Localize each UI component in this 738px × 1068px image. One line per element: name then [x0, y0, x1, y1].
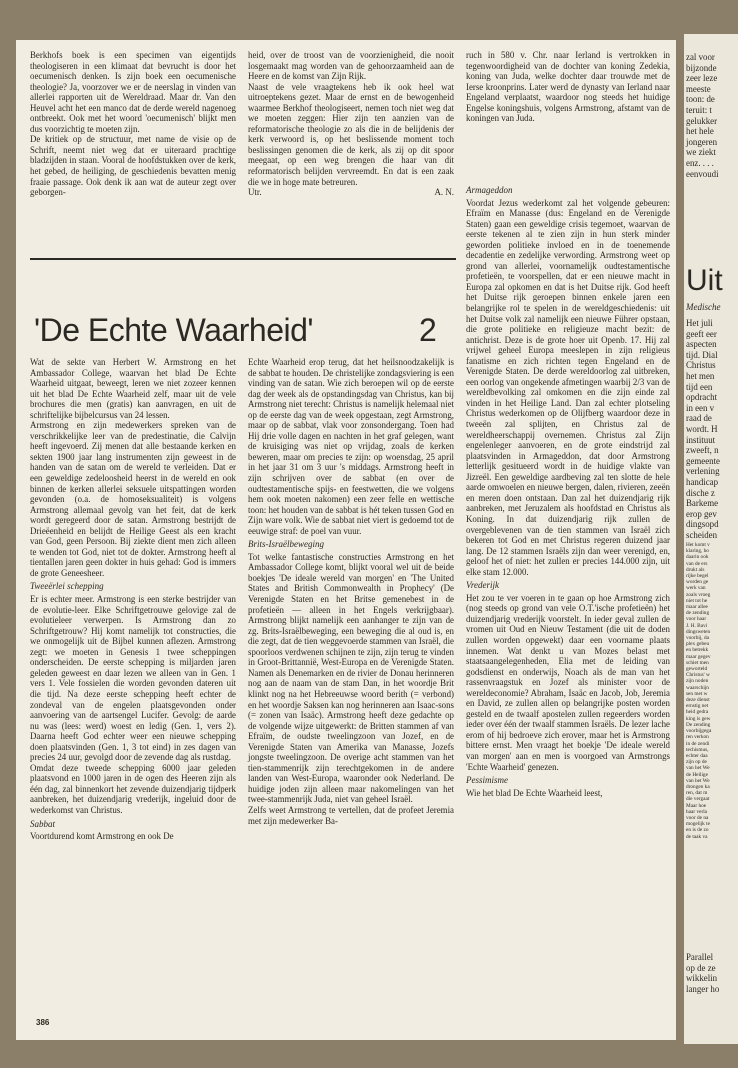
facing-page-line: maar allee: [686, 604, 708, 611]
article-paragraph: Er is echter meer. Armstrong is een sterke bestrijder van de evolutie-leer. Elke Schriftgetrouwe gelovige zal de evolutieleer verwerpen. Is Armstrong dan zo Schriftgetrouw? Hij komt namelijk tot constructies, die we onmogelijk uit de Bijbel kunnen aflezen. Armstrong zegt: we moeten in Genesis 1 twee scheppingen onderscheiden. De eerste schepping is miljarden jaren geleden geweest en daar lezen we alleen van in Gen. 1 vers 1. Vele fossielen die worden gevonden dateren uit die tijd. Na deze eerste schepping heeft echter de zondeval van de engelen plaatsgevonden onder aanvoering van de aartsengel Lucifer. Gevolg: de aarde nu was (lees: werd) woest en ledig (Gen. 1, vers 2). Daarna heeft God echter weer een nieuwe schepping doen plaatsvinden (Gen. 1, 3 tot eind) in zes dagen van precies 24 uur, gevolgd door de zevende dag als rustdag.: [30, 594, 236, 763]
facing-page-line: zal voor: [686, 52, 715, 62]
facing-page-line: de zending: [686, 610, 710, 617]
facing-page-line: toon: de: [686, 94, 715, 105]
article-paragraph: Echte Waarheid erop terug, dat het heilsnoodzakelijk is de sabbat te houden. De christelijke zondagsviering is een vinding van de satan. Wie zich beroepen wil op de eerste dag der week als de opstandingsdag van Christus, kan bij Armstrong niet terecht: Christus is namelijk helemaal niet op de eerste dag van de week opgestaan, zegt Armstrong, maar op de sabbat, vlak voor zonsondergang. Toen had Hij drie volle dagen en nachten in het graf gelegen, want de kruisiging was niet op vrijdag, zoals de kerken beweren, maar om precies te zijn: op woensdag, 25 april in het jaar 31 om 3 uur 's middags. Armstrong heeft in zijn schrijven over de sabbat (en over de oudtestamentische spijs- en feestwetten, die we volgens hem ook moeten nakomen) een zeer felle en wettische toon: het houden van de sabbat is hét teken tussen God en Zijn ware volk. Wie de sabbat niet viert is gedoemd tot de eeuwige straf: de poel van vuur.: [248, 357, 454, 536]
facing-page-line: techismus,: [686, 746, 709, 753]
facing-page-line: king is gew: [686, 715, 711, 722]
facing-page-line: Het juli: [686, 318, 713, 328]
facing-page-line: aspecten: [686, 339, 717, 350]
facing-page-line: bijzonde: [686, 62, 717, 73]
facing-page-line: enz. . . .: [686, 157, 714, 168]
facing-page-line: raad de: [686, 413, 712, 424]
article-column-3: [466, 182, 670, 798]
facing-page-line: maar gegev: [686, 653, 711, 660]
facing-page-line: in een v: [686, 402, 715, 413]
section-divider: [30, 258, 456, 260]
review-column-2: [248, 50, 454, 198]
facing-page-line: wikkelin: [686, 973, 718, 984]
facing-page-line: langer ho: [686, 983, 720, 994]
facing-page-line: tijd een: [686, 381, 713, 392]
article-column-3-top: [466, 50, 670, 124]
facing-page-line: van de ers: [686, 560, 708, 567]
facing-page-line: drukt als: [686, 566, 705, 573]
article-subheading: Sabbat: [30, 818, 56, 829]
facing-page-line: Christus: [686, 360, 716, 371]
facing-page-line: verlening: [686, 466, 720, 477]
review-place: Utr.: [248, 187, 262, 198]
facing-page-line: daarin ook: [686, 554, 709, 561]
article-column-1: [30, 357, 236, 842]
facing-page-line: het men: [686, 370, 715, 381]
facing-page-line: Het komt v: [686, 542, 710, 548]
facing-page-line: gemeente: [686, 455, 721, 466]
facing-page-line: erop gev: [686, 508, 717, 519]
facing-page-line: van het We: [686, 777, 710, 784]
review-signature: [248, 187, 454, 198]
review-author: A. N.: [434, 187, 454, 198]
article-title: 'De Echte Waarheid': [34, 312, 313, 348]
facing-page-line: voorbijgega: [686, 728, 712, 735]
facing-page-line: opdracht: [686, 392, 718, 403]
facing-page-line: worden ge: [686, 579, 709, 586]
article-subheading: Brits-Israëlbeweging: [248, 539, 324, 550]
facing-page-line: schiet men: [686, 659, 709, 666]
facing-page-line: Barkeme: [686, 498, 719, 509]
facing-page-line: drongen ka: [686, 783, 710, 790]
facing-page-line: werk van: [686, 585, 706, 592]
facing-page-heading: Uit: [686, 264, 723, 297]
article-subheading: Pessimisme: [466, 775, 508, 786]
facing-page-line: tijd. Dial: [686, 349, 718, 360]
facing-page-line: ren, dat m: [686, 790, 708, 797]
facing-page-line: en is de zo: [686, 827, 709, 834]
facing-page-line: dingsweten: [686, 628, 711, 635]
facing-page-line: heid gedra: [686, 709, 709, 716]
facing-page-line: deze dienst: [686, 697, 710, 704]
article-paragraph: Het zou te ver voeren in te gaan op hoe Armstrong zich (nog steeds op grond van vele O.T.'ische profetieën) het duizendjarig vrederijk voorstelt. In ieder geval zullen de vromen uit Oud en Nieuw Testament (die uit de doden zullen worden opgewekt) daar een voorname plaats innemen. Wat denkt u van Mozes belast met staatsaangelegenheden, Elia met de leiding van godsdienst en onderwijs, Noach als de man van het rassenvraagstuk en Jozef als minister voor de wereldeconomie? Abraham, Isaäc en Jacob, Job, Jeremia en David, ze zullen allen op belangrijke posten worden gesteld en de twaalf apostelen zullen regeerders worden ieder over één der twaalf stammen Israëls. De lezer lache erom of hij bedroeve zich erover, maar het is Armstrong bittere ernst. Men vraagt het boekje 'De ideale wereld van morgen' aan en men is voorgoed van Armstrongs 'Echte Waarheid' genezen.: [466, 592, 670, 772]
facing-page-line: gelukker: [686, 115, 718, 126]
facing-page-line: meeste: [686, 83, 711, 94]
facing-page-line: zoals vroeg: [686, 591, 711, 598]
facing-page-line: dische z: [686, 487, 715, 498]
facing-page-line: voorbij, da: [686, 635, 709, 642]
article-paragraph: Armstrong en zijn medewerkers spreken van de verschrikkelijke leer van de predestinatie, die Calvijn heeft ingevoerd. Zij menen dat alle bestaande kerken en sekten 1900 jaar lang instrumenten zijn geweest in de handen van de satan om de wereld te verleiden. Dat er een geweldige zedeloosheid heerst in de wereld en ook binnen de kerken allerlei seksuele uitspattingen worden gevonden (o.a. de homoseksualiteit) is volgens Armstrong allemaal gevolg van het feit, dat de kerk wordt geregeerd door de satan. Armstrong bestrijdt de Drieëenheid en belijdt de Heilige Geest als een kracht van God, geen Persoon. Bij ziekte dient men zich alleen te wenden tot God, niet tot de dokter. Armstrong heeft al tientallen jaren geen dokter in huis gehad: God is immers de grote Geneesheer.: [30, 420, 236, 578]
facing-page-line: zweeft, n: [686, 445, 719, 456]
facing-page-line: de Heilige: [686, 771, 708, 778]
article-paragraph: Voortdurend komt Armstrong en ook De: [30, 831, 174, 842]
article-paragraph: Omdat deze tweede schepping 6000 jaar geleden plaatsvond en 1000 jaren in de ogen des Heeren zijn als één dag, zal binnenkort het zevende duizendjarig tijdperk aanbreken, het duizendjarig vrederijk, ingeluid door de wederkomst van Christus.: [30, 762, 236, 815]
article-subheading: Tweeërlei schepping: [30, 581, 104, 592]
facing-page-line: wordt. H: [686, 423, 718, 434]
facing-page-subtitle: Medische: [686, 302, 721, 312]
article-paragraph: Wat de sekte van Herbert W. Armstrong en het Ambassador College, waarvan het blad De Echte Waarheid uitgaat, beweegt, leren we niet zozeer kennen uit het blad De Echte Waarheid zelf, maar uit de vele brochures die men (gratis) kan aanvragen, en uit de schriftelijke bijbelcursus van 24 lessen.: [30, 357, 236, 420]
article-subheading: Vrederijk: [466, 580, 499, 591]
facing-page-line: ren verkon: [686, 734, 709, 741]
facing-page-line: de taak va: [686, 833, 708, 840]
article-paragraph: Tot welke fantastische constructies Armstrong en het Ambassador College komt, blijkt vooral wel uit de beide boekjes 'De ideale wereld van morgen' en 'The United States and British Commonwealth in Prophecy' (De Verenigde Staten en het Britse gemenebest in de profetieën — alleen in het Engels verkrijgbaar). Armstrong blijkt namelijk een aanhanger te zijn van de zg. Brits-Israëlbeweging, een beweging die al oud is, en die zegt, dat de tien weggevoerde stammen van Israël, die spoorloos verdwenen schijnen te zijn, zijn terug te vinden in Groot-Brittannië, West-Europa en de Verenigde Staten. Namen als Denemarken en de rivier de Donau herinneren nog aan de naam van de stam Dan, in het woordje Brit klinkt nog na het Hebreeuwse woord berith (= verbond) en het woordje Saksen kan nog herinneren aan Isaac-sons (= zonen van Isaäc). Armstrong heeft deze gedachte op de volgende wijze uitgewerkt: de Britten stammen af van Efraïm, de oudste tweelingzoon van Jozef, en de Verenigde Staten van Amerika van Manasse, Jozefs jongste tweelingzoon. De overige acht stammen van het tien-stammenrijk zijn terechtgekomen in de andere landen van West-Europa, waaronder ook Nederland. De huidige joden zijn alleen maar nakomelingen van het twee-stammenrijk Juda, niet van geheel Israël.: [248, 551, 454, 805]
facing-page-line: instituut: [686, 434, 716, 445]
facing-page-line: J. H. Bavi: [686, 622, 708, 629]
review-paragraph: heid, over de troost van de voorzienigheid, die nooit losgemaakt mag worden van de gehoorzaamheid aan de Heere en de komst van Zijn Rijk.: [248, 50, 454, 82]
facing-page-line: ernstig net: [686, 703, 709, 710]
facing-page-line: rijke begel: [686, 573, 709, 580]
facing-page-line: niet tot he: [686, 597, 708, 604]
facing-page-line: geworteld: [686, 666, 708, 673]
facing-page-line: eenvoudi: [686, 168, 719, 179]
facing-page-line: teruit: t: [686, 104, 712, 115]
facing-page-line: sen met w: [686, 690, 708, 697]
facing-page-line: zijn op de: [686, 759, 707, 766]
facing-page-line: plex gebeu: [686, 641, 710, 648]
page-number: 386: [36, 1018, 50, 1027]
article-part-number: 2: [419, 312, 437, 348]
facing-page-top-lines: [686, 52, 719, 179]
facing-page-line: we ziekt: [686, 147, 716, 158]
facing-page-line: van het We: [686, 765, 710, 772]
facing-page-line: echter daa: [686, 752, 708, 759]
facing-page-line: Parallel: [686, 952, 714, 962]
article-paragraph: ruch in 580 v. Chr. naar Ierland is vertrokken in tegenwoordigheid van de dochter van koning Zedekia, koning van Juda, welke dochter daar trouwde met de Ierse kroonprins. Later werd de dynasty van Ierland naar Engeland verplaatst, waardoor nog steeds het huidige Engelse koningshuis, volgens Armstrong, afstamt van de koningen van Juda.: [466, 50, 670, 124]
facing-page-line: voor de na: [686, 814, 709, 821]
article-paragraph: Zelfs weet Armstrong te vertellen, dat de profeet Jeremia met zijn medewerker Ba-: [248, 804, 454, 826]
facing-page-line: mogelijk te: [686, 821, 710, 828]
facing-page-line: geeft eer: [686, 328, 717, 339]
facing-page-bottom-lines: [686, 952, 719, 994]
review-paragraph: De kritiek op de structuur, met name de visie op de Schrift, neemt niet weg dat er uiteraard prachtige bladzijden in staan. Vooral de hoofdstukken over de kerk, het gebed, de heiliging, de geschiedenis bevatten menig fraaie passage. Ook denk ik aan wat de auteur zegt over geborgen-: [30, 134, 236, 198]
facing-page-line: zijn noden: [686, 678, 709, 685]
facing-page-small-print: [686, 542, 711, 840]
facing-page-line: haar verla: [686, 808, 708, 815]
review-column-1: [30, 50, 236, 198]
facing-page-line: De zending: [686, 721, 711, 728]
article-paragraph: Voordat Jezus wederkomt zal het volgende gebeuren: Efraïm en Manasse (dus: Engeland en de Verenigde Staten) gaan een geweldige crisis tegemoet, waarvan de eerste tekenen al te zien zijn in hun sterk minder geworden politieke invloed en in de toenemende decadentie en zedelijke verwording. Armstrong weet op grond van allerlei, voornamelijk oudtestamentische profetieën, te voorspellen, dat er een nieuwe macht in Europa zal opkomen en dat is het Duitse rijk. God heeft het Duitse rijk geroepen binnen enkele jaren een belangrijke rol te spelen in de wereldgeschiedenis: uit het Duitse volk zal namelijk een nieuwe Führer opstaan, die grote politieke en religieuze macht bezit: de antichrist. Deze is de grote hoer uit Openb. 17. Hij zal vrijwel geheel Europa meeslepen in zijn religieus fanatisme en zich richten tegen Engeland en de Verenigde Staten. De derde wereldoorlog zal uitbreken, een oorlog van ongekende afmetingen waarbij 2/3 van de wereldbevolking zal omkomen en die zijn einde zal vinden in het Heilige Land. Dan zal echter plotseling Christus wederkomen op de Olijfberg waardoor deze in tweeën zal splijten, en Christus zal de wereldheerschappij overnemen. Christus zal Zijn engelenleger aanvoeren, en de grote eindstrijd zal plaatsvinden in Armageddon, dat door Armstrong letterlijk gesitueerd wordt in de huidige vlakte van Jizreël. Een geweldige aardbeving zal ten slotte de hele aarde omwoelen en nieuwe bergen, dalen, rivieren, zeeën en meren doen ontstaan. Dan zal het duizendjarig rijk aanbreken, met Jeruzalem als hoofdstad en Christus als Koning. In dat duizendjarig rijk zullen de overgeblevenen van de tien stammen van Israël zich bekeren tot God en met Christus regeren duizend jaar lang. De 12 stammen Israëls zijn dan weer verenigd, en, geloof het of niet: het zullen er precies 144.000 zijn, uit elke stam 12.000.: [466, 197, 670, 577]
facing-page-line: die vergaat: [686, 796, 710, 803]
facing-page-line: dingsopd: [686, 519, 719, 530]
facing-page-line: voor haar: [686, 616, 707, 623]
facing-page-line: klaring, ho: [686, 548, 709, 555]
facing-page-line: in de zendi: [686, 740, 710, 747]
article-subheading: Armageddon: [466, 185, 513, 195]
facing-page-line: zeer leze: [686, 73, 718, 84]
review-paragraph: Naast de vele vraagtekens heb ik ook heel wat uitroeptekens gezet. Maar de ernst en de bewogenheid waarmee Berkhof theologiseert, nemen toch niet weg dat we moeten zeggen: Hier zijn ten aanzien van de reformatorische theologie zo als die in de belijdenis der kerk verwoord is, op het beslissende moment toch beslissingen genomen die de kerk, als zij op dit spoor meegaat, op een weg brengen die haar van dit reformatorisch belijden vervreemdt. En dat is een zaak die we in hoge mate betreuren.: [248, 81, 454, 187]
article-column-2: [248, 357, 454, 826]
facing-page-line: jongeren: [686, 136, 718, 147]
facing-page: [684, 34, 738, 1044]
facing-page-line: scheiden: [686, 529, 718, 540]
facing-page-line: en betrekk: [686, 647, 709, 654]
review-paragraph: Berkhofs boek is een specimen van eigentijds theologiseren in een klimaat dat bevrucht is door het oecumenisch denken. Is zijn boek een oecumenische theologie? Ja, voorzover we er de neerslag in vinden van allerlei rapporten uit de Wereldraad. Maar dr. Van den Heuvel acht het een manco dat de derde wereld nagenoeg ontbreekt. Ook met het woord 'oecumenisch' blijkt men dus voorzichtig te moeten zijn.: [30, 50, 236, 134]
facing-page-line: het hele: [686, 126, 714, 137]
facing-page-line: waarschijn: [686, 684, 709, 691]
facing-page-line: Maar hoe: [686, 802, 707, 809]
facing-page-line: op de ze: [686, 962, 716, 973]
facing-page-mid-lines: [686, 318, 720, 540]
article-paragraph: Wie het blad De Echte Waarheid leest,: [466, 787, 603, 798]
magazine-page: [16, 40, 676, 1040]
facing-page-line: Christus' w: [686, 672, 710, 679]
facing-page-line: handicap: [686, 476, 719, 487]
